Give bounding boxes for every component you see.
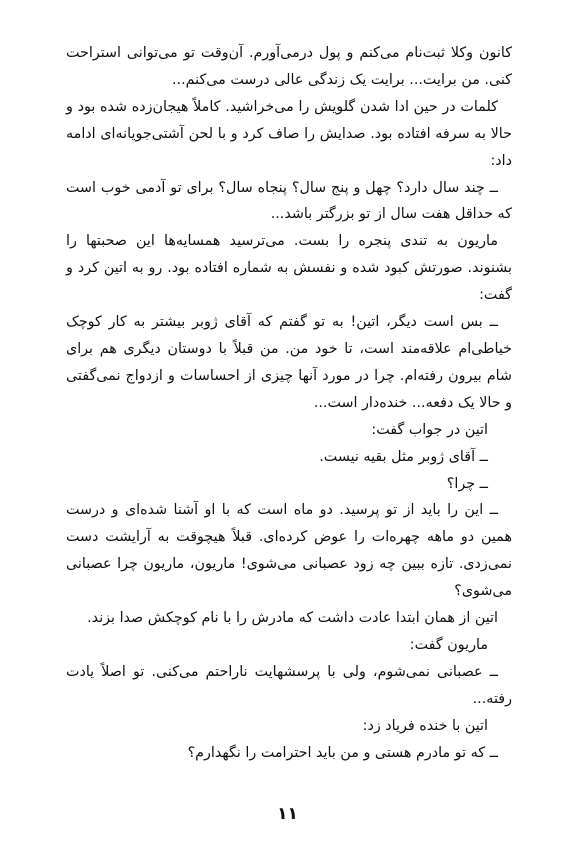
dialogue-line: ــ بس است دیگر، اتین! به تو گفتم که آقای ژوبر بیشتر به کار کوچک خیاطی‌ام علاقه‌مند است، تا خود من. من قبلاً با دوستان دیگری هم برای شام بیرون رفته‌ام. چرا در مورد آنها چیزی از احساسات و ازدواج نمی‌گفتی و حالا یک دفعه... خنده‌دار است... <box>66 314 512 411</box>
paragraph: ماریون به تندی پنجره را بست. می‌ترسید همسایه‌ها این صحبتها را بشنوند. صورتش کبود شده و نفسش به شماره افتاده بود. رو به اتین کرد و گفت: <box>66 233 512 304</box>
paragraph: کلمات در حین ادا شدن گلویش را می‌خراشید. کاملاً هیجان‌زده شده بود و حالا به سرفه افتاده بود. صدایش را صاف کرد و با لحن آشتی‌جویانه‌ای ادامه داد: <box>66 98 512 169</box>
dialogue-line: ــ چند سال دارد؟ چهل و پنج سال؟ پنجاه سال؟ برای تو آدمی خوب است که حداقل هفت سال از تو بزرگتر باشد... <box>66 179 512 223</box>
dialogue-line: ــ آقای ژوبر مثل بقیه نیست. <box>319 448 488 465</box>
dialogue-line: ــ عصبانی نمی‌شوم، ولی با پرسشهایت ناراحتم می‌کنی. تو اصلاً یادت رفته... <box>66 663 512 707</box>
page-number: ۱۱ <box>277 804 298 824</box>
body-text <box>66 40 512 766</box>
paragraph: کانون وکلا ثبت‌نام می‌کنم و پول درمی‌آورم. آن‌وقت تو می‌توانی استراحت کنی. من برایت... برایت یک زندگی عالی درست می‌کنم... <box>66 45 512 88</box>
paragraph: اتین با خنده فریاد زد: <box>362 717 488 734</box>
paragraph: اتین در جواب گفت: <box>371 421 488 438</box>
paragraph: اتین از همان ابتدا عادت داشت که مادرش را با نام کوچکش صدا بزند. <box>87 610 498 627</box>
dialogue-line: ــ این را باید از تو پرسید. دو ماه است که با او آشنا شده‌ای و درست همین دو ماهه چهره‌ات را عوض کرده‌ای. قبلاً هیچوقت به آرایشت دست نمی‌زدی. تازه ببین چه زود عصبانی می‌شوی! ماریون، ماریون چرا عصبانی می‌شوی؟ <box>66 502 512 600</box>
paragraph: ماریون گفت: <box>409 636 488 653</box>
dialogue-line: ــ چرا؟ <box>446 475 488 492</box>
dialogue-line: ــ که تو مادرم هستی و من باید احترامت را نگهدارم؟ <box>187 744 498 761</box>
